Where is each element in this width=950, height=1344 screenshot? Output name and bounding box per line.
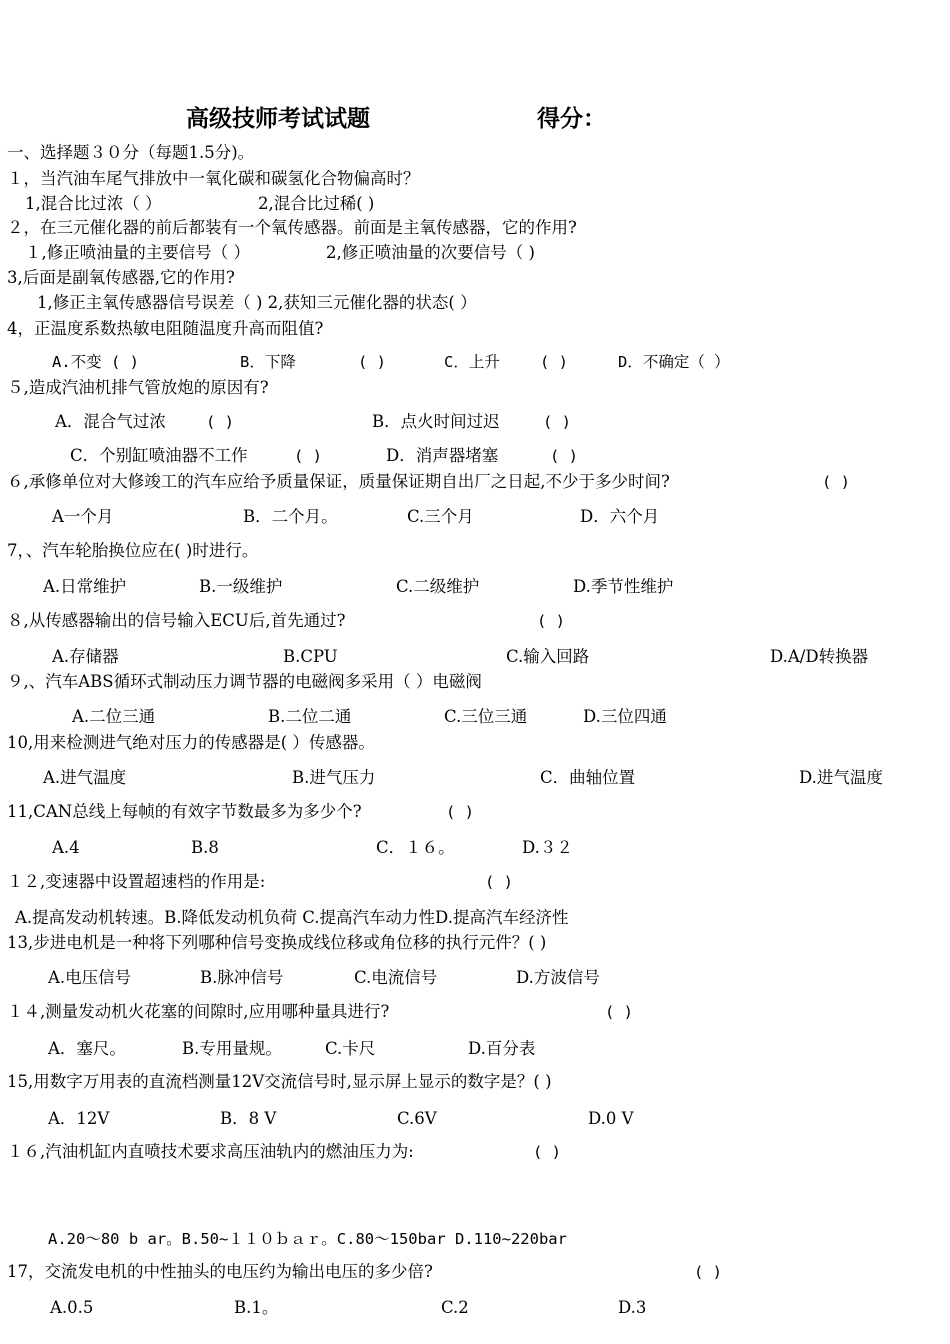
q13-option-b: B.脉冲信号 (200, 968, 284, 987)
q10-option-c: C．曲轴位置 (540, 768, 636, 787)
q5-blank-d: ( ) (550, 447, 578, 465)
page-title: 高级技师考试试题 (186, 105, 370, 132)
q4-option-d: D．不确定（ ） (618, 353, 730, 371)
question-11: 11,CAN总线上每帧的有效字节数最多为多少个? (7, 802, 362, 821)
q15-option-c: C.6V (397, 1109, 437, 1128)
q8-option-a: A.存储器 (52, 647, 119, 666)
q17-option-a: A.0.5 (50, 1298, 94, 1317)
q10-option-d: D.进气温度 (799, 768, 883, 787)
q1-option-1: 1,混合比过浓（ ） (25, 194, 162, 213)
question-7: 7，、汽车轮胎换位应在( )时进行。 (7, 541, 259, 560)
q4-blank-c: ( ) (540, 353, 568, 371)
question-3: 3,后面是副氧传感器,它的作用? (7, 268, 235, 287)
q17-option-b: B.1。 (234, 1298, 279, 1317)
q12-blank: ( ) (485, 873, 513, 891)
q6-option-d: D．六个月 (580, 507, 660, 526)
q16-blank: ( ) (533, 1143, 561, 1161)
q1-option-2: 2,混合比过稀( ) (258, 194, 375, 213)
q8-option-b: B.CPU (283, 647, 338, 666)
q5-option-a: A．混合气过浓 (55, 412, 166, 431)
q6-option-a: A一个月 (52, 507, 114, 526)
q9-option-c: C.三位三通 (444, 707, 528, 726)
question-12: １２,变速器中设置超速档的作用是: (7, 872, 266, 891)
question-8: ８,从传感器输出的信号输入ECU后,首先通过? (7, 611, 346, 630)
q11-option-c: C．１６。 (376, 838, 455, 857)
q6-blank: ( ) (822, 473, 850, 491)
q7-option-a: A.日常维护 (43, 577, 127, 596)
q8-blank: ( ) (537, 612, 565, 630)
q7-option-c: C.二级维护 (396, 577, 480, 596)
q5-blank-c: ( ) (294, 447, 322, 465)
q11-option-b: B.8 (191, 838, 219, 857)
question-4: 4，正温度系数热敏电阻随温度升高而阻值? (7, 319, 324, 338)
q10-option-b: B.进气压力 (292, 768, 376, 787)
question-1: １，当汽油车尾气排放中一氧化碳和碳氢化合物偏高时？ (7, 169, 420, 188)
q8-option-c: C.输入回路 (506, 647, 590, 666)
q11-blank: ( ) (446, 803, 474, 821)
q9-option-b: B.二位二通 (268, 707, 352, 726)
q14-option-d: D.百分表 (468, 1039, 536, 1058)
q5-option-b: B．点火时间过迟 (372, 412, 500, 431)
q16-options: A.20～80 b ar。B.50~１１０ｂａｒ。C.80～150bar D.110~220bar (48, 1230, 567, 1248)
q2-option-2: 2,修正喷油量的次要信号（ ) (326, 243, 535, 262)
question-6: ６,承修单位对大修竣工的汽车应给予质量保证，质量保证期自出厂之日起,不少于多少时间? (7, 472, 670, 491)
question-17: 17，交流发电机的中性抽头的电压约为输出电压的多少倍? (7, 1262, 433, 1281)
q4-option-c: C．上升 (444, 353, 500, 371)
question-13: 13,步进电机是一种将下列哪种信号变换成线位移或角位移的执行元件？( ) (7, 933, 547, 952)
q2-option-1: １,修正喷油量的主要信号（ ） (25, 243, 250, 262)
q4-blank-b: ( ) (358, 353, 386, 371)
q17-option-d: D.3 (618, 1298, 647, 1317)
q11-option-a: A.4 (52, 838, 80, 857)
q4-option-b: B．下降 (240, 353, 296, 371)
question-5: ５,造成汽油机排气管放炮的原因有? (7, 378, 269, 397)
q17-option-c: C.2 (441, 1298, 469, 1317)
q3-options: 1,修正主氧传感器信号误差（ ) 2,获知三元催化器的状态( ） (37, 293, 477, 312)
question-15: 15,用数字万用表的直流档测量12V交流信号时,显示屏上显示的数字是？( ) (7, 1072, 552, 1091)
q9-option-a: A.二位三通 (72, 707, 156, 726)
q13-option-c: C.电流信号 (354, 968, 438, 987)
q14-option-a: A．塞尺。 (48, 1039, 126, 1058)
q6-option-b: B．二个月。 (243, 507, 338, 526)
q12-options: A.提高发动机转速。B.降低发动机负荷 C.提高汽车动力性D.提高汽车经济性 (15, 908, 569, 927)
q13-option-a: A.电压信号 (48, 968, 132, 987)
question-10: 10,用来检测进气绝对压力的传感器是( ）传感器。 (7, 733, 375, 752)
score-label: 得分： (537, 105, 606, 132)
q15-option-a: A．12V (48, 1109, 110, 1128)
q9-option-d: D.三位四通 (583, 707, 667, 726)
q14-option-b: B.专用量规。 (182, 1039, 282, 1058)
q5-option-c: C．个别缸喷油器不工作 (70, 446, 248, 465)
q5-option-d: D．消声器堵塞 (386, 446, 499, 465)
q14-option-c: C.卡尺 (325, 1039, 376, 1058)
q7-option-b: B.一级维护 (199, 577, 283, 596)
q13-option-d: D.方波信号 (516, 968, 600, 987)
q17-blank: ( ) (694, 1263, 722, 1281)
question-16: １６,汽油机缸内直喷技术要求高压油轨内的燃油压力为: (7, 1142, 414, 1161)
q15-option-b: B．8 V (220, 1109, 277, 1128)
q6-option-c: C.三个月 (407, 507, 474, 526)
q14-blank: ( ) (605, 1003, 633, 1021)
question-14: １４,测量发动机火花塞的间隙时,应用哪种量具进行? (7, 1002, 390, 1021)
q7-option-d: D.季节性维护 (573, 577, 674, 596)
q4-option-a: A.不变 ( ) (52, 353, 139, 371)
question-9: ９,、汽车ABS循环式制动压力调节器的电磁阀多采用（ ）电磁阀 (7, 672, 482, 691)
section-header: 一、选择题３０分（每题1.5分)。 (7, 143, 255, 162)
q15-option-d: D.0 V (588, 1109, 634, 1128)
q11-option-d: D.３２ (522, 838, 573, 857)
question-2: ２，在三元催化器的前后都装有一个氧传感器。前面是主氧传感器，它的作用? (7, 218, 577, 237)
q5-blank-a: ( ) (206, 413, 234, 431)
q5-blank-b: ( ) (543, 413, 571, 431)
q8-option-d: D.A/D转换器 (770, 647, 869, 666)
q10-option-a: A.进气温度 (43, 768, 127, 787)
